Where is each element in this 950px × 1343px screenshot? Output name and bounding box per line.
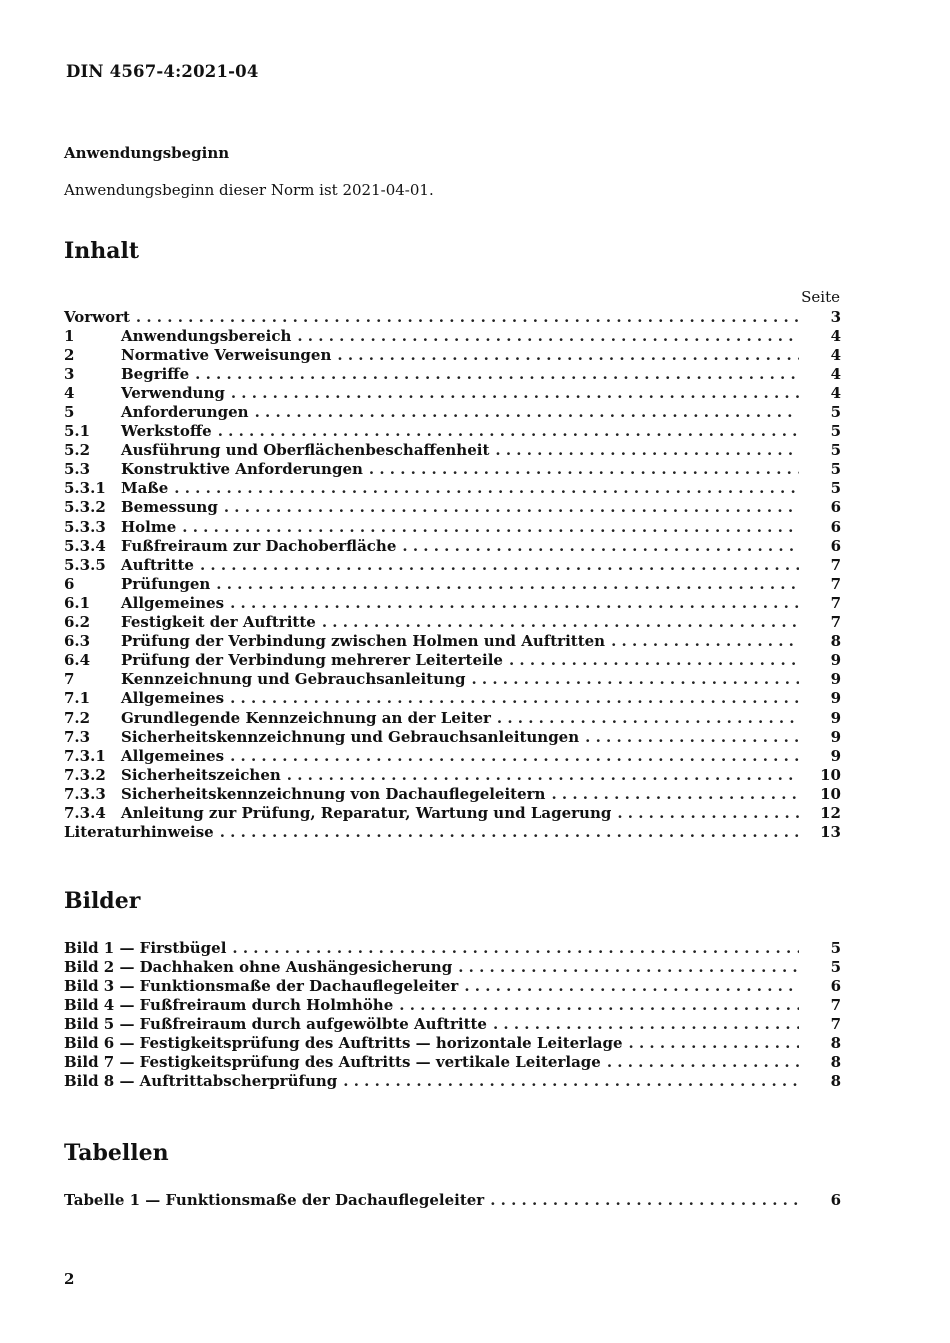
toc-entry-number: 5.3.1 (64, 479, 106, 498)
toc-entry-title: Kennzeichnung und Gebrauchsanleitung (121, 670, 471, 688)
toc-entry[interactable] (64, 823, 841, 842)
dot-leader (216, 575, 799, 593)
dot-leader (174, 479, 799, 497)
toc-entry-number: 5.3.2 (64, 498, 106, 517)
toc-entry-page: 6 (830, 498, 841, 517)
dot-leader (337, 346, 799, 364)
start-text: Anwendungsbeginn dieser Norm ist 2021-04-01. (64, 181, 434, 199)
dot-leader (458, 958, 799, 976)
toc-entry[interactable] (64, 364, 841, 383)
toc-entry-page: 7 (830, 593, 841, 612)
toc-entry-page: 5 (830, 938, 841, 957)
dot-leader (255, 403, 799, 421)
toc-entry-page: 8 (830, 1034, 841, 1053)
contents-heading: Inhalt (64, 238, 140, 264)
toc-entry-page: 8 (830, 1072, 841, 1091)
toc-entry-title: Prüfung der Verbindung zwischen Holmen und Auftritten (121, 632, 611, 650)
table-of-contents (64, 307, 841, 842)
toc-entry-number: 6 (64, 574, 75, 593)
dot-leader (402, 537, 799, 555)
toc-entry-page: 12 (820, 803, 841, 822)
dot-leader (195, 365, 799, 383)
toc-entry-number: 7.1 (64, 689, 91, 708)
toc-entry-title: Allgemeines (121, 594, 230, 612)
toc-entry-page: 6 (830, 1190, 841, 1209)
toc-entry[interactable] (64, 1053, 841, 1072)
figures-heading: Bilder (64, 888, 141, 914)
toc-entry-page: 9 (830, 689, 841, 708)
toc-entry-number: 7 (64, 670, 75, 689)
dot-leader (497, 709, 799, 727)
toc-entry[interactable] (64, 938, 841, 957)
dot-leader (585, 728, 799, 746)
toc-entry-number: 5.3.5 (64, 555, 106, 574)
toc-entry-number: 5.2 (64, 441, 91, 460)
toc-entry-number: 7.3.1 (64, 746, 106, 765)
toc-entry-title: Anwendungsbereich (121, 327, 297, 345)
toc-entry-number: 7.3.4 (64, 803, 106, 822)
toc-entry[interactable] (64, 326, 841, 345)
dot-leader (343, 1072, 799, 1090)
toc-entry-number: 5.3.4 (64, 536, 106, 555)
list-of-figures (64, 938, 841, 1091)
dot-leader (464, 977, 799, 995)
toc-entry-number: 7.2 (64, 708, 91, 727)
toc-entry-title: Konstruktive Anforderungen (121, 460, 369, 478)
toc-entry-page: 5 (830, 422, 841, 441)
toc-entry-title: Bild 6 — Festigkeitsprüfung des Auftritts — horizontale Leiterlage (64, 1034, 629, 1052)
toc-entry-page: 5 (830, 441, 841, 460)
toc-entry-page: 4 (830, 364, 841, 383)
toc-entry-page: 8 (830, 632, 841, 651)
toc-entry-title: Normative Verweisungen (121, 346, 337, 364)
dot-leader (218, 422, 799, 440)
toc-entry-number: 6.3 (64, 632, 91, 651)
toc-entry[interactable] (64, 957, 841, 976)
dot-leader (493, 1015, 799, 1033)
dot-leader (611, 632, 799, 650)
dot-leader (230, 689, 799, 707)
toc-entry-title: Tabelle 1 — Funktionsmaße der Dachauflegeleiter (64, 1191, 490, 1209)
toc-entry-title: Werkstoffe (121, 422, 218, 440)
toc-entry[interactable] (64, 460, 841, 479)
toc-entry[interactable] (64, 632, 841, 651)
toc-entry-page: 5 (830, 479, 841, 498)
dot-leader (607, 1053, 799, 1071)
toc-entry-page: 7 (830, 555, 841, 574)
dot-leader (495, 441, 799, 459)
toc-entry-title: Prüfung der Verbindung mehrerer Leiterteile (121, 651, 509, 669)
toc-entry-page: 7 (830, 574, 841, 593)
toc-entry-number: 6.4 (64, 651, 91, 670)
toc-entry-page: 9 (830, 670, 841, 689)
toc-entry-title: Vorwort (64, 308, 136, 326)
toc-entry[interactable] (64, 345, 841, 364)
toc-entry-number: 7.3.3 (64, 784, 106, 803)
dot-leader (182, 518, 799, 536)
document-id: DIN 4567-4:2021-04 (66, 62, 259, 81)
dot-leader (471, 670, 799, 688)
dot-leader (399, 996, 799, 1014)
toc-entry[interactable] (64, 613, 841, 632)
toc-entry-title: Maße (121, 479, 174, 497)
toc-entry[interactable] (64, 574, 841, 593)
dot-leader (136, 308, 799, 326)
toc-entry-number: 7.3.2 (64, 765, 106, 784)
toc-entry[interactable] (64, 307, 841, 326)
toc-entry-title: Begriffe (121, 365, 195, 383)
toc-entry-page: 3 (830, 307, 841, 326)
toc-entry-title: Bild 8 — Auftrittabscherprüfung (64, 1072, 343, 1090)
dot-leader (230, 747, 799, 765)
toc-entry-number: 6.1 (64, 593, 91, 612)
tables-heading: Tabellen (64, 1140, 169, 1166)
toc-entry-page: 4 (830, 326, 841, 345)
toc-entry[interactable] (64, 689, 841, 708)
toc-entry-number: 1 (64, 326, 75, 345)
start-heading: Anwendungsbeginn (64, 144, 230, 162)
toc-entry-title: Sicherheitszeichen (121, 766, 287, 784)
toc-entry[interactable] (64, 765, 841, 784)
toc-entry-title: Fußfreiraum zur Dachoberfläche (121, 537, 402, 555)
toc-entry[interactable] (64, 441, 841, 460)
toc-entry-title: Literaturhinweise (64, 823, 220, 841)
toc-entry[interactable] (64, 784, 841, 803)
toc-entry-title: Ausführung und Oberflächenbeschaffenheit (121, 441, 495, 459)
toc-entry-title: Bild 2 — Dachhaken ohne Aushängesicherung (64, 958, 458, 976)
toc-entry-title: Anleitung zur Prüfung, Reparatur, Wartung und Lagerung (121, 804, 617, 822)
dot-leader (297, 327, 799, 345)
toc-entry-page: 9 (830, 746, 841, 765)
toc-entry-page: 7 (830, 995, 841, 1014)
toc-entry-page: 7 (830, 613, 841, 632)
toc-entry-number: 5.3.3 (64, 517, 106, 536)
toc-entry-number: 7.3 (64, 727, 91, 746)
toc-entry-title: Grundlegende Kennzeichnung an der Leiter (121, 709, 497, 727)
toc-entry-page: 6 (830, 517, 841, 536)
toc-entry-title: Sicherheitskennzeichnung von Dachauflegeleitern (121, 785, 551, 803)
toc-entry-title: Bemessung (121, 498, 224, 516)
toc-entry-number: 3 (64, 364, 75, 383)
toc-entry[interactable] (64, 670, 841, 689)
toc-entry[interactable] (64, 1190, 841, 1209)
toc-entry-page: 6 (830, 976, 841, 995)
dot-leader (231, 384, 799, 402)
dot-leader (232, 939, 799, 957)
toc-entry[interactable] (64, 746, 841, 765)
dot-leader (200, 556, 799, 574)
toc-entry-title: Allgemeines (121, 747, 230, 765)
toc-entry-page: 7 (830, 1014, 841, 1033)
toc-entry-title: Holme (121, 518, 182, 536)
toc-entry[interactable] (64, 651, 841, 670)
toc-entry[interactable] (64, 995, 841, 1014)
dot-leader (322, 613, 799, 631)
toc-entry-page: 6 (830, 536, 841, 555)
toc-entry-page: 9 (830, 708, 841, 727)
toc-entry[interactable] (64, 708, 841, 727)
toc-entry-page: 4 (830, 383, 841, 402)
page-column-label: Seite (801, 288, 840, 306)
dot-leader (230, 594, 799, 612)
toc-entry-number: 2 (64, 345, 75, 364)
toc-entry[interactable] (64, 517, 841, 536)
dot-leader (220, 823, 799, 841)
dot-leader (287, 766, 799, 784)
toc-entry-number: 6.2 (64, 613, 91, 632)
toc-entry-number: 5 (64, 403, 75, 422)
toc-entry-title: Auftritte (121, 556, 200, 574)
dot-leader (551, 785, 799, 803)
toc-entry[interactable] (64, 1014, 841, 1033)
dot-leader (629, 1034, 799, 1052)
toc-entry[interactable] (64, 555, 841, 574)
toc-entry[interactable] (64, 593, 841, 612)
toc-entry[interactable] (64, 536, 841, 555)
dot-leader (617, 804, 799, 822)
toc-entry-title: Verwendung (121, 384, 231, 402)
toc-entry-number: 4 (64, 383, 75, 402)
toc-entry-title: Prüfungen (121, 575, 216, 593)
page-number: 2 (64, 1270, 75, 1288)
toc-entry[interactable] (64, 803, 841, 822)
toc-entry-title: Bild 7 — Festigkeitsprüfung des Auftritts — vertikale Leiterlage (64, 1053, 607, 1071)
toc-entry-page: 10 (820, 765, 841, 784)
toc-entry-number: 5.1 (64, 422, 91, 441)
toc-entry-title: Bild 3 — Funktionsmaße der Dachauflegeleiter (64, 977, 464, 995)
toc-entry[interactable] (64, 727, 841, 746)
dot-leader (224, 498, 799, 516)
toc-entry-page: 5 (830, 957, 841, 976)
toc-entry-page: 8 (830, 1053, 841, 1072)
toc-entry-page: 4 (830, 345, 841, 364)
toc-entry-page: 9 (830, 727, 841, 746)
dot-leader (490, 1191, 799, 1209)
toc-entry[interactable] (64, 1033, 841, 1052)
toc-entry-page: 5 (830, 460, 841, 479)
toc-entry-title: Bild 5 — Fußfreiraum durch aufgewölbte Auftritte (64, 1015, 493, 1033)
toc-entry-title: Allgemeines (121, 689, 230, 707)
toc-entry-title: Bild 1 — Firstbügel (64, 939, 232, 957)
toc-entry[interactable] (64, 498, 841, 517)
toc-entry-page: 9 (830, 651, 841, 670)
toc-entry-page: 13 (820, 823, 841, 842)
toc-entry[interactable] (64, 383, 841, 402)
toc-entry-title: Sicherheitskennzeichnung und Gebrauchsanleitungen (121, 728, 585, 746)
toc-entry[interactable] (64, 479, 841, 498)
toc-entry[interactable] (64, 402, 841, 421)
toc-entry[interactable] (64, 1072, 841, 1091)
toc-entry-title: Bild 4 — Fußfreiraum durch Holmhöhe (64, 996, 399, 1014)
toc-entry-number: 5.3 (64, 460, 91, 479)
dot-leader (509, 651, 799, 669)
toc-entry[interactable] (64, 976, 841, 995)
toc-entry-page: 5 (830, 403, 841, 422)
toc-entry-page: 10 (820, 784, 841, 803)
toc-entry-title: Festigkeit der Auftritte (121, 613, 322, 631)
list-of-tables (64, 1190, 841, 1209)
dot-leader (369, 460, 799, 478)
toc-entry-title: Anforderungen (121, 403, 255, 421)
toc-entry[interactable] (64, 422, 841, 441)
